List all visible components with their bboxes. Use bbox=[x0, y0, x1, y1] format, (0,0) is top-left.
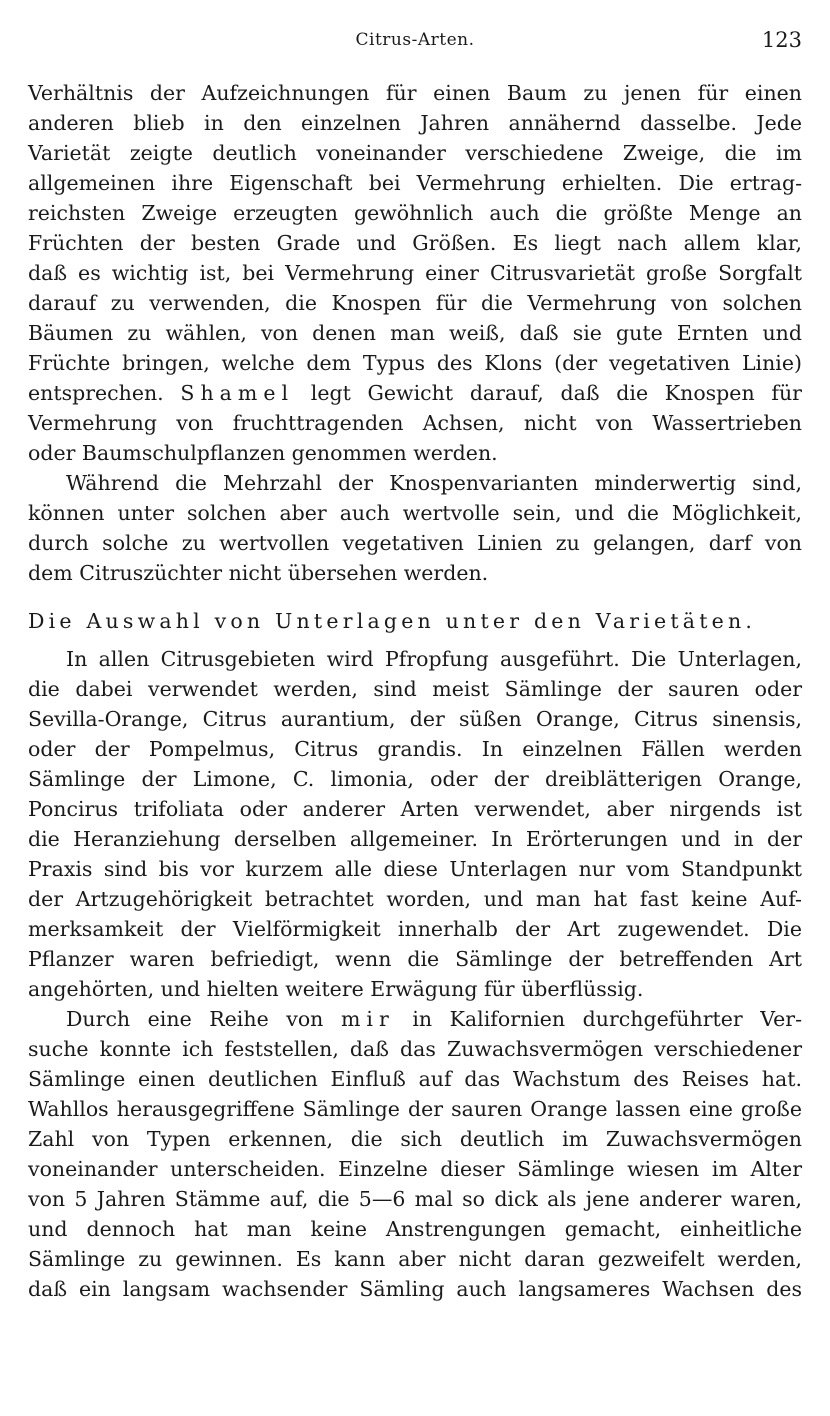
text-line bbox=[28, 1004, 802, 1034]
text-line: Sämlinge einen deutlichen Einfluß auf das Wachstum des Reises hat. bbox=[28, 1067, 802, 1091]
section-heading: Die Auswahl von Unterlagen unter den Varietäten. bbox=[28, 609, 757, 633]
text-line: Sämlinge zu gewinnen. Es kann aber nicht daran gezweifelt werden, bbox=[28, 1247, 802, 1271]
text-line: Bäumen zu wählen, von denen man weiß, daß sie gute Ernten und bbox=[28, 321, 802, 345]
text-line: reichsten Zweige erzeugten gewöhnlich auch die größte Menge an bbox=[28, 201, 802, 225]
text-line: oder Baumschulpflanzen genommen werden. bbox=[28, 441, 498, 465]
text-fragment: Durch eine Reihe von bbox=[66, 1007, 324, 1031]
text-line: merksamkeit der Vielförmigkeit innerhalb der Art zugewendet. Die bbox=[28, 917, 802, 941]
text-line: anderen blieb in den einzelnen Jahren annähernd dasselbe. Jede bbox=[28, 111, 802, 135]
page-number: 123 bbox=[761, 28, 802, 52]
text-line: voneinander unterscheiden. Einzelne dieser Sämlinge wiesen im Alter bbox=[28, 1157, 802, 1181]
text-line: Pflanzer waren befriedigt, wenn die Sämlinge der betreffenden Art bbox=[28, 947, 802, 971]
text-line: dem Citruszüchter nicht übersehen werden. bbox=[28, 561, 489, 585]
text-line: und dennoch hat man keine Anstrengungen gemacht, einheitliche bbox=[28, 1217, 802, 1241]
text-line: daß es wichtig ist, bei Vermehrung einer Citrusvarietät große Sorgfalt bbox=[28, 261, 802, 285]
text-line: Sevilla-Orange, Citrus aurantium, der süßen Orange, Citrus sinensis, bbox=[28, 707, 802, 731]
paragraph-1 bbox=[28, 78, 802, 468]
section-gap bbox=[28, 588, 802, 606]
text-line: die dabei verwendet werden, sind meist Sämlinge der sauren oder bbox=[28, 677, 802, 701]
text-line: Früchte bringen, welche dem Typus des Klons (der vegetativen Linie) bbox=[28, 351, 802, 375]
text-line: durch solche zu wertvollen vegetativen Linien zu gelangen, darf von bbox=[28, 531, 802, 555]
text-line: oder der Pompelmus, Citrus grandis. In einzelnen Fällen werden bbox=[28, 737, 802, 761]
text-line bbox=[28, 378, 802, 408]
paragraph-4 bbox=[28, 1004, 802, 1304]
running-head bbox=[28, 30, 802, 56]
text-line: angehörten, und hielten weitere Erwägung für überflüssig. bbox=[28, 977, 644, 1001]
text-line: Während die Mehrzahl der Knospenvarianten minderwertig sind, bbox=[66, 471, 802, 495]
text-line: Sämlinge der Limone, C. limonia, oder der dreiblätterigen Orange, bbox=[28, 767, 802, 791]
body-text bbox=[28, 78, 802, 1304]
text-fragment: in Kalifornien durchgeführter Ver- bbox=[412, 1007, 802, 1031]
text-line: allgemeinen ihre Eigenschaft bei Vermehrung erhielten. Die ertrag- bbox=[28, 171, 802, 195]
text-line: Wahllos herausgegriffene Sämlinge der sauren Orange lassen eine große bbox=[28, 1097, 802, 1121]
text-line: darauf zu verwenden, die Knospen für die Vermehrung von solchen bbox=[28, 291, 802, 315]
text-line: Zahl von Typen erkennen, die sich deutlich im Zuwachsvermögen bbox=[28, 1127, 802, 1151]
author-name-spaced: Shamel bbox=[180, 381, 295, 405]
text-line: Poncirus trifoliata oder anderer Arten verwendet, aber nirgends ist bbox=[28, 797, 802, 821]
text-line: daß ein langsam wachsender Sämling auch langsameres Wachsen des bbox=[28, 1277, 802, 1301]
text-fragment: legt Gewicht darauf, daß die Knospen für bbox=[310, 381, 802, 405]
text-line: von 5 Jahren Stämme auf, die 5—6 mal so dick als jene anderer waren, bbox=[28, 1187, 802, 1211]
text-fragment: entsprechen. bbox=[28, 381, 164, 405]
emphasis-spaced: mir bbox=[340, 1007, 395, 1031]
text-line: der Artzugehörigkeit betrachtet worden, und man hat fast keine Auf- bbox=[28, 887, 802, 911]
text-line: Verhältnis der Aufzeichnungen für einen Baum zu jenen für einen bbox=[28, 81, 802, 105]
paragraph-3 bbox=[28, 644, 802, 1004]
text-line: In allen Citrusgebieten wird Pfropfung ausgeführt. Die Unterlagen, bbox=[66, 647, 802, 671]
text-line: Vermehrung von fruchttragenden Achsen, nicht von Wassertrieben bbox=[28, 411, 802, 435]
text-line: Früchten der besten Grade und Größen. Es liegt nach allem klar, bbox=[28, 231, 802, 255]
paragraph-2 bbox=[28, 468, 802, 588]
running-title: Citrus-Arten. bbox=[355, 30, 475, 50]
text-line: suche konnte ich feststellen, daß das Zuwachsvermögen verschiedener bbox=[28, 1037, 802, 1061]
text-line: Praxis sind bis vor kurzem alle diese Unterlagen nur vom Standpunkt bbox=[28, 857, 802, 881]
text-line: können unter solchen aber auch wertvolle sein, und die Möglichkeit, bbox=[28, 501, 802, 525]
text-line: Varietät zeigte deutlich voneinander verschiedene Zweige, die im bbox=[28, 141, 802, 165]
text-line: die Heranziehung derselben allgemeiner. In Erörterungen und in der bbox=[28, 827, 802, 851]
